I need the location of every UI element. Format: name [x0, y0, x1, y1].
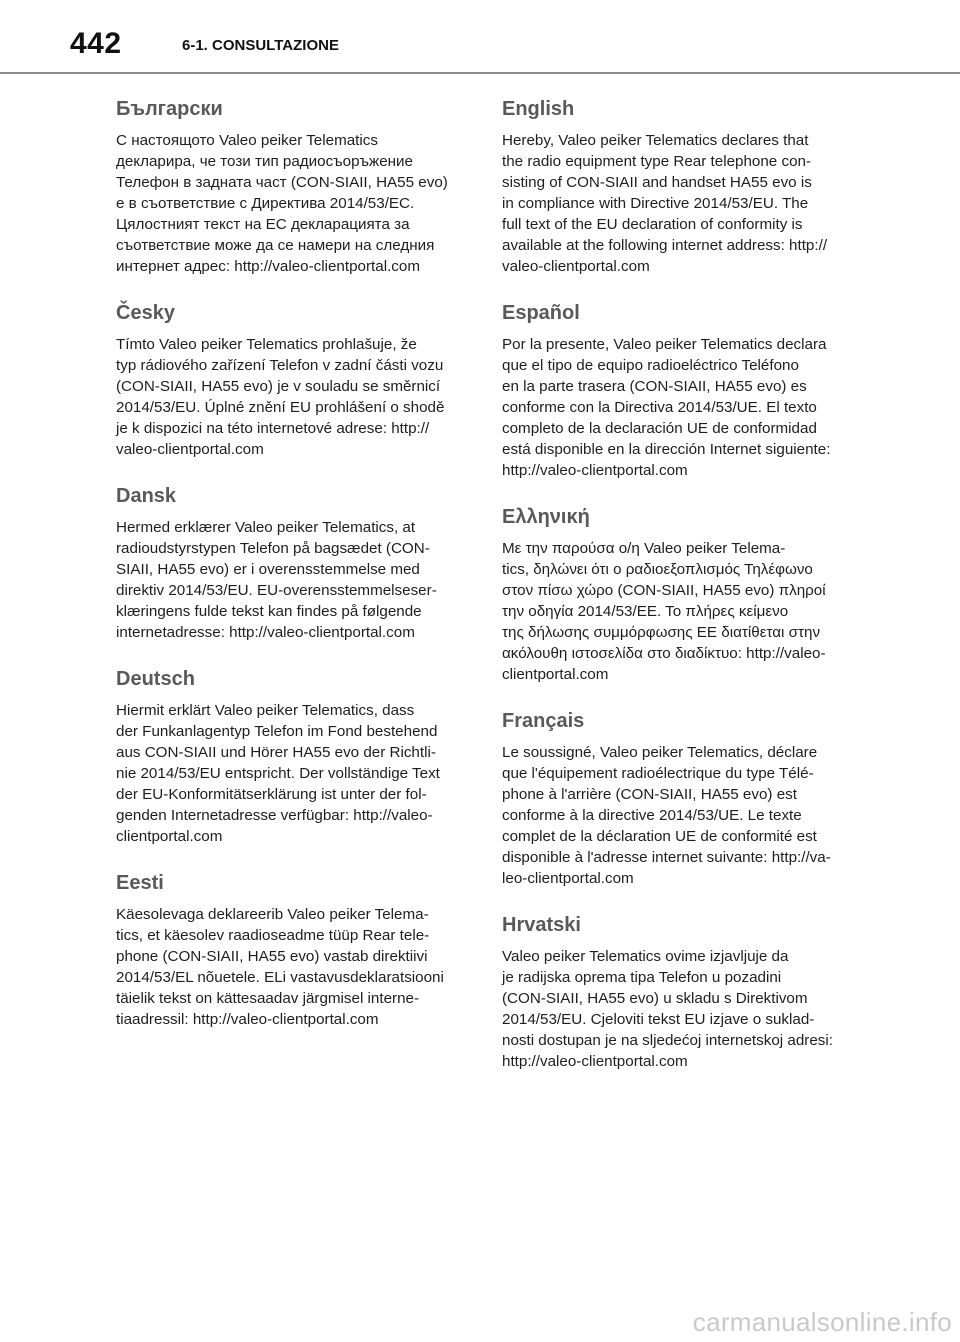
section-heading: English: [502, 98, 575, 120]
section-estonian: [116, 868, 486, 1030]
page-number: 442: [70, 27, 122, 60]
section-french: [502, 706, 872, 889]
section-danish: [116, 481, 486, 643]
page-header: [0, 0, 960, 74]
section-czech: [116, 298, 486, 460]
chapter-title: 6-1. CONSULTAZIONE: [182, 37, 339, 54]
section-croatian: [502, 910, 872, 1072]
section-spanish: [502, 298, 872, 481]
section-heading: Dansk: [116, 485, 177, 507]
section-text: Με την παρούσα ο/η Valeo peiker Telema- tics, δηλώνει ότι ο ραδιοεξοπλισμός Τηλέφωνο στον πίσω χώρο (CON-SIAII, HA55 evo) πληροί την οδηγία 2014/53/ΕΕ. Το πλήρες κείμενο της δήλωσης συμμόρφωσης ΕΕ διατίθεται στην ακόλουθη ιστοσελίδα στο διαδίκτυο: http://valeo- clientportal.com: [502, 540, 826, 683]
section-bulgarian: [116, 94, 486, 277]
header-divider: [0, 72, 960, 74]
section-heading: Hrvatski: [502, 914, 581, 936]
section-text: Le soussigné, Valeo peiker Telematics, déclare que l'équipement radioélectrique du type Télé- phone à l'arrière (CON-SIAII, HA55 evo) est conforme à la directive 2014/53/UE. Le texte complet de la déclaration UE de conformité est disponible à l'adresse internet suivante: http://va- leo-clientportal.com: [502, 744, 831, 887]
section-heading: Ελληνική: [502, 506, 590, 528]
section-text: Hereby, Valeo peiker Telematics declares that the radio equipment type Rear telephone con- sisting of CON-SIAII and handset HA55 evo is in compliance with Directive 2014/53/EU. The full text of the EU declaration of conformity is available at the following internet address: http:// valeo-clientportal.com: [502, 132, 828, 275]
section-heading: Español: [502, 302, 580, 324]
section-heading: Deutsch: [116, 668, 195, 690]
section-text: Valeo peiker Telematics ovime izjavljuje da je radijska oprema tipa Telefon u pozadini (CON-SIAII, HA55 evo) u skladu s Direktivom 2014/53/EU. Cjeloviti tekst EU izjave o suklad- nosti dostupan je na sljedećoj internetskoj adresi: http://valeo-clientportal.com: [502, 948, 833, 1070]
section-greek: [502, 502, 872, 685]
section-text: Käesolevaga deklareerib Valeo peiker Telema- tics, et käesolev raadioseadme tüüp Rear tele- phone (CON-SIAII, HA55 evo) vastab direktiivi 2014/53/EL nõuetele. ELi vastavusdeklaratsiooni täielik tekst on kättesaadav järgmisel interne- tiaadressil: http://valeo-clientportal.com: [116, 906, 444, 1028]
section-heading: Česky: [116, 302, 175, 324]
watermark: carmanualsonline.info: [692, 1307, 952, 1337]
section-text: С настоящото Valeo peiker Telematics декларира, че този тип радиосъоръжение Телефон в задната част (CON-SIAII, HA55 evo) е в съответствие с Директива 2014/53/ЕС. Цялостният текст на ЕС декларацията за съответствие може да се намери на следния интернет адрес: http://valeo-clientportal.com: [116, 132, 448, 275]
left-column: [116, 94, 486, 1051]
section-text: Por la presente, Valeo peiker Telematics declara que el tipo de equipo radioeléctrico Teléfono en la parte trasera (CON-SIAII, HA55 evo) es conforme con la Directiva 2014/53/UE. El texto completo de la declaración UE de conformidad está disponible en la dirección Internet siguiente: http://valeo-clientportal.com: [502, 336, 831, 479]
right-column: [502, 94, 872, 1093]
section-german: [116, 664, 486, 847]
section-heading: Français: [502, 710, 585, 732]
section-heading: Български: [116, 98, 223, 120]
section-heading: Eesti: [116, 872, 164, 894]
section-text: Tímto Valeo peiker Telematics prohlašuje, že typ rádiového zařízení Telefon v zadní části vozu (CON-SIAII, HA55 evo) je v souladu se směrnicí 2014/53/EU. Úplné znění EU prohlášení o shodě je k dispozici na této internetové adrese: http:// valeo-clientportal.com: [116, 336, 445, 458]
section-text: Hiermit erklärt Valeo peiker Telematics, dass der Funkanlagentyp Telefon im Fond bestehend aus CON-SIAII und Hörer HA55 evo der Richtli- nie 2014/53/EU entspricht. Der vollständige Text der EU-Konformitätserklärung ist unter der fol- genden Internetadresse verfügbar: http://valeo- clientportal.com: [116, 702, 440, 845]
section-english: [502, 94, 872, 277]
section-text: Hermed erklærer Valeo peiker Telematics, at radioudstyrstypen Telefon på bagsædet (CON- SIAII, HA55 evo) er i overensstemmelse med direktiv 2014/53/EU. EU-overensstemmelseser- klæringens fulde tekst kan findes på følgende internetadresse: http://valeo-clientportal.com: [116, 519, 437, 641]
